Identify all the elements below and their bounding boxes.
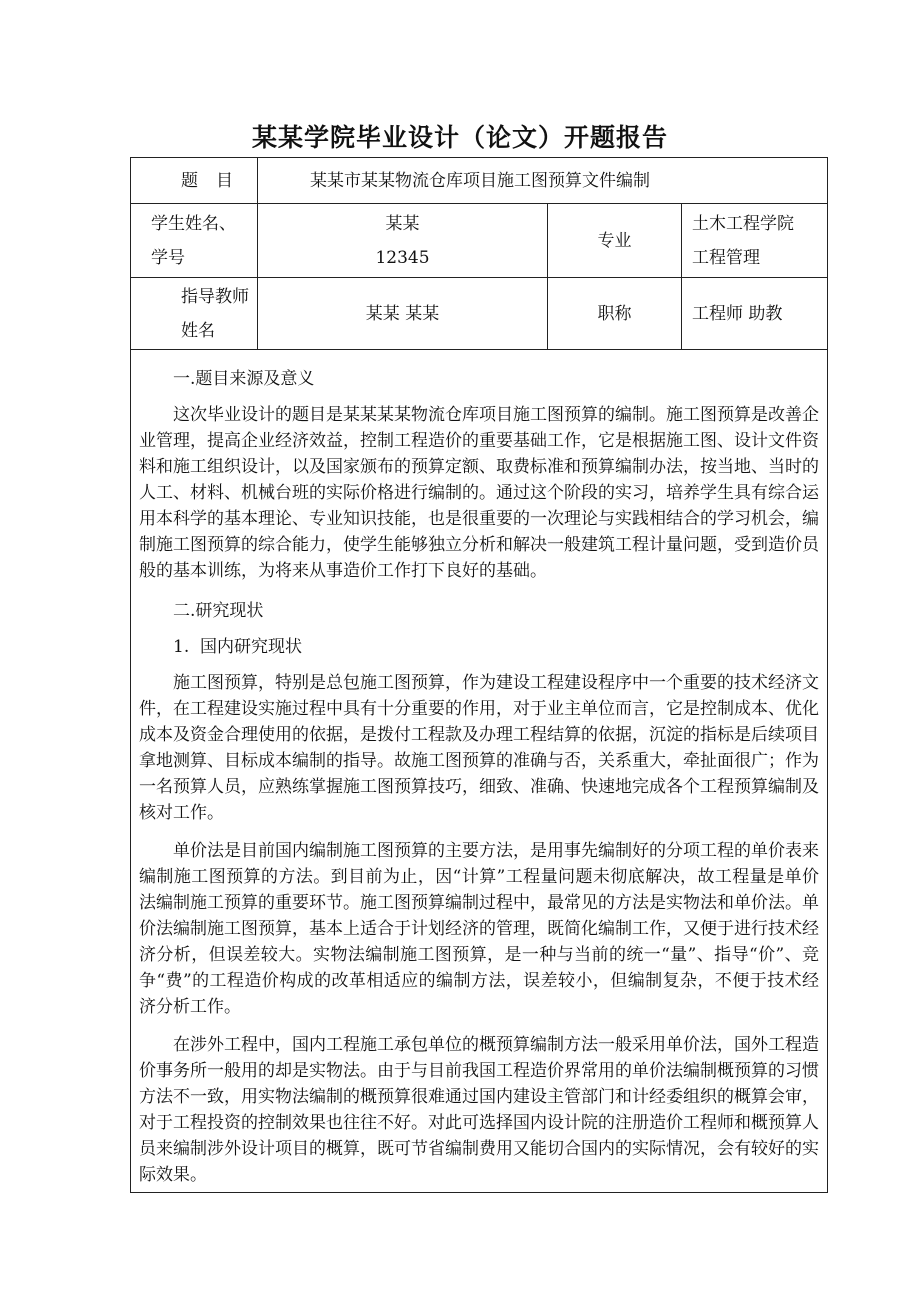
section2-paragraph-2: 单价法是目前国内编制施工图预算的主要方法，是用事先编制好的分项工程的单价表来编制施工图预算的方法。到目前为止，因“计算”工程量问题未彻底解决，故工程量是单价法编制施工预算的重要环节。施工图预算编制过程中，最常见的方法是实物法和单价法。单价法编制施工图预算，基本上适合于计划经济的管理，既简化编制工作，又便于进行技术经济分析，但误差较大。实物法编制施工图预算，是一种与当前的统一“量”、指导“价”、竞争“费”的工程造价构成的改革相适应的编制方法，误差较小，但编制复杂，不便于技术经济分析工作。 xyxy=(139,841,819,1017)
document-title: 某某学院毕业设计（论文）开题报告 xyxy=(251,123,668,152)
major-value-cell xyxy=(682,204,828,278)
major-line2: 工程管理 xyxy=(692,247,760,268)
advisor-label-cell xyxy=(131,278,258,350)
proposal-form-table xyxy=(130,157,828,1193)
section2-subheading: 1. 国内研究现状 xyxy=(173,637,303,657)
advisor-label-line2: 姓名 xyxy=(181,320,215,341)
student-label-cell xyxy=(131,204,258,278)
student-row xyxy=(131,204,828,278)
student-label-line1: 学生姓名、 xyxy=(151,213,236,234)
major-line1: 土木工程学院 xyxy=(692,213,794,234)
topic-label-char1: 题 xyxy=(181,170,198,191)
proposal-content-cell xyxy=(131,350,828,1193)
student-label-line2: 学号 xyxy=(151,247,185,268)
topic-value: 某某市某某物流仓库项目施工图预算文件编制 xyxy=(258,158,828,204)
section2-paragraph-3: 在涉外工程中，国内工程施工承包单位的概预算编制方法一般采用单价法，国外工程造价事务所一般用的却是实物法。由于与目前我国工程造价界常用的单价法编制概预算的习惯方法不一致，用实物法编制的概预算很难通过国内建设主管部门和计经委组织的概算会审，对于工程投资的控制效果也往往不好。对此可选择国内设计院的注册造价工程师和概预算人员来编制涉外设计项目的概算，既可节省编制费用又能切合国内的实际情况，会有较好的实际效果。 xyxy=(139,1035,819,1185)
advisor-title: 工程师 助教 xyxy=(682,278,828,350)
content-row xyxy=(131,350,828,1193)
advisor-title-label: 职称 xyxy=(548,278,682,350)
section2-heading: 二.研究现状 xyxy=(173,601,264,621)
section2-paragraph-1: 施工图预算，特别是总包施工图预算，作为建设工程建设程序中一个重要的技术经济文件，在工程建设实施过程中具有十分重要的作用，对于业主单位而言，它是控制成本、优化成本及资金合理使用的依据，是拨付工程款及办理工程结算的依据，沉淀的指标是后续项目拿地测算、目标成本编制的指导。故施工图预算的准确与否，关系重大，牵扯面很广；作为一名预算人员，应熟练掌握施工图预算技巧，细致、准确、快速地完成各个工程预算编制及核对工作。 xyxy=(139,673,819,823)
topic-row xyxy=(131,158,828,204)
student-name: 某某 xyxy=(385,213,420,234)
advisor-row xyxy=(131,278,828,350)
major-label: 专业 xyxy=(548,204,682,278)
advisor-label-line1: 指导教师 xyxy=(181,286,249,307)
topic-label-cell xyxy=(131,158,258,204)
advisor-name: 某某 某某 xyxy=(258,278,548,350)
section1-paragraph: 这次毕业设计的题目是某某某某物流仓库项目施工图预算的编制。施工图预算是改善企业管理，提高企业经济效益，控制工程造价的重要基础工作，它是根据施工图、设计文件资料和施工组织设计，以及国家颁布的预算定额、取费标准和预算编制办法，按当地、当时的人工、材料、机械台班的实际价格进行编制的。通过这个阶段的实习，培养学生具有综合运用本科学的基本理论、专业知识技能，也是很重要的一次理论与实践相结合的学习机会，编制施工图预算的综合能力，使学生能够独立分析和解决一般建筑工程计量问题，受到造价员般的基本训练，为将来从事造价工作打下良好的基础。 xyxy=(139,405,819,581)
student-value-cell xyxy=(258,204,548,278)
section1-heading: 一.题目来源及意义 xyxy=(173,369,315,389)
student-id: 12345 xyxy=(375,247,430,268)
topic-label-char2: 目 xyxy=(216,170,233,191)
